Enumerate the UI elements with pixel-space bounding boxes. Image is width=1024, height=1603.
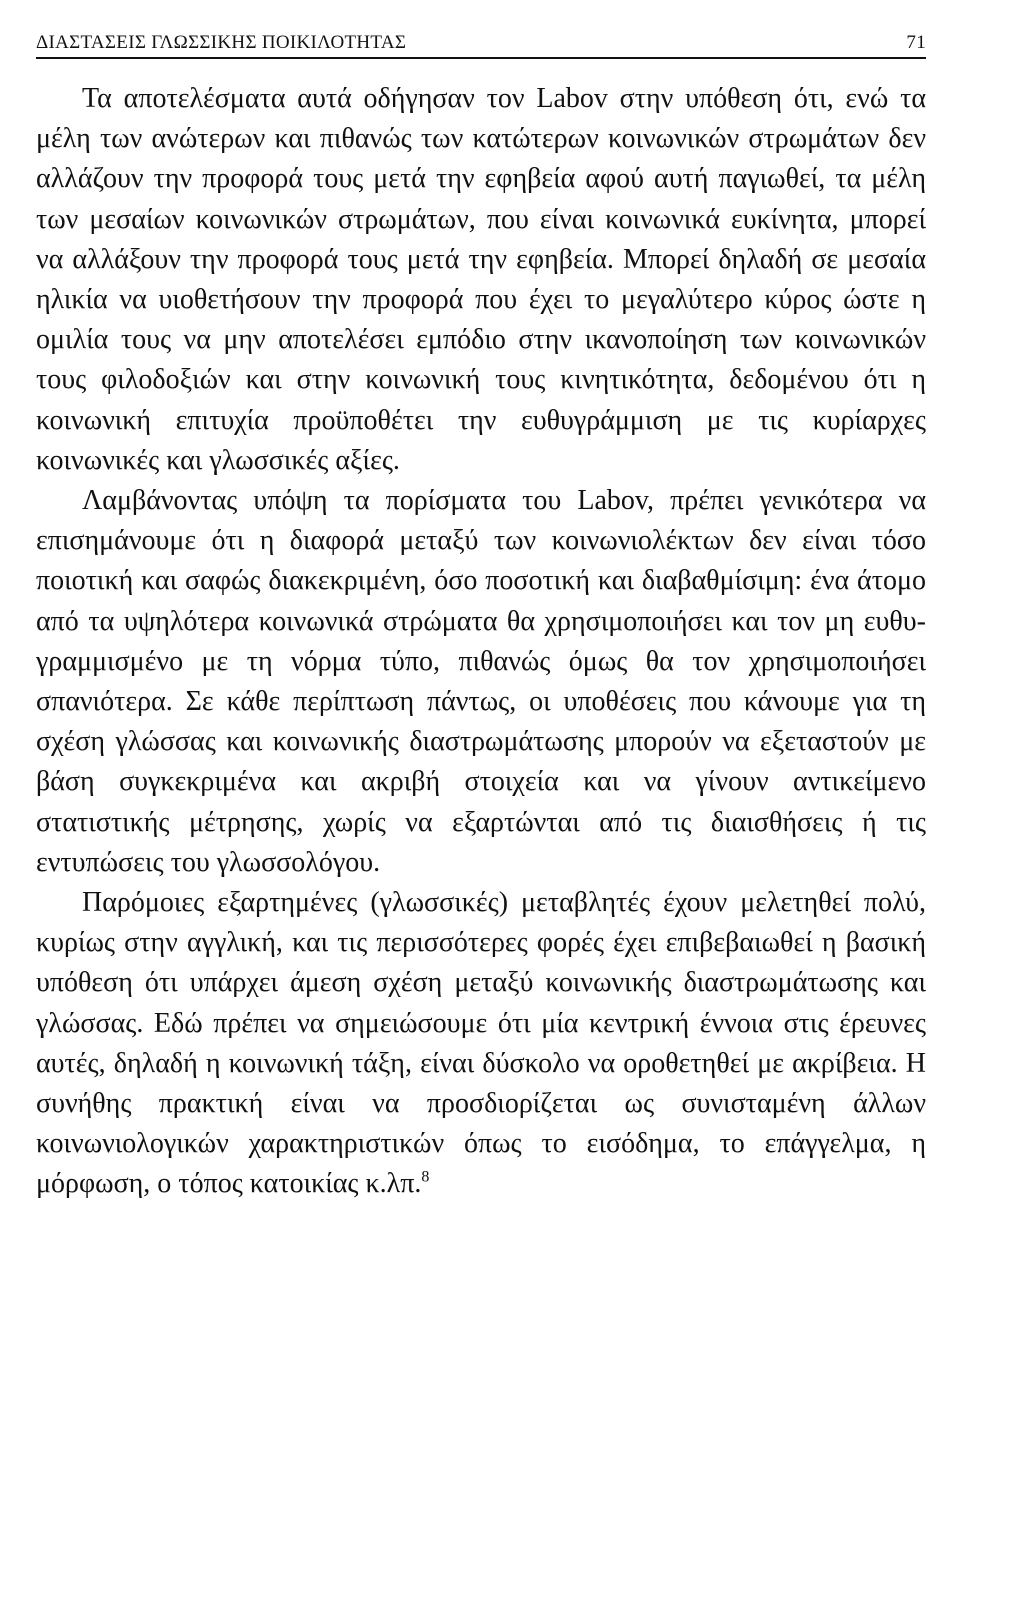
paragraph: [36, 883, 926, 1205]
page-number: 71: [906, 32, 926, 53]
paragraph: [36, 481, 926, 883]
running-header: [36, 32, 926, 59]
paragraph-text: Λαμβάνοντας υπόψη τα πορίσματα του Labov, πρέπει γενικότερα να επισημάνουμε ότι η διαφορά μεταξύ των κοινωνιολέκτων δεν είναι τόσο ποιοτική και σαφώς διακεκριμένη, όσο ποσοτική και διαβαθμίσιμη: ένα άτομο από τα υψηλότερα κοινωνικά στρώματα θα χρησιμοποιήσει και τον μη ευθυγραμμισμένο με τη νόρμα τύπο, πιθανώς όμως θα τον χρησιμοποιήσει σπανιότερα. Σε κάθε περίπτωση πάντως, οι υποθέσεις που κάνουμε για τη σχέση γλώσσας και κοινωνικής διαστρωμάτωσης μπορούν να εξεταστούν με βάση συγκεκριμένα και ακριβή στοιχεία και να γίνουν αντικείμενο στατιστικής μέτρησης, χωρίς να εξαρτώνται από τις διαισθήσεις ή τις εντυπώσεις του γλωσσολόγου.: [36, 485, 926, 878]
body-text: [36, 79, 926, 1205]
paragraph-text: Παρόμοιες εξαρτημένες (γλωσσικές) μεταβλητές έχουν μελετηθεί πολύ, κυρίως στην αγγλική, και τις περισσότερες φορές έχει επιβεβαιωθεί η βασική υπόθεση ότι υπάρχει άμεση σχέση μεταξύ κοινωνικής διαστρωμάτωσης και γλώσσας. Εδώ πρέπει να σημειώσουμε ότι μία κεντρική έννοια στις έρευνες αυτές, δηλαδή η κοινωνική τάξη, είναι δύσκολο να οροθετηθεί με ακρίβεια. Η συνήθης πρακτική είναι να προσδιορίζεται ως συνισταμένη άλλων κοινωνιολογικών χαρακτηριστικών όπως το εισόδημα, το επάγγελμα, η μόρφωση, ο τόπος κατοικίας κ.λπ.: [36, 887, 926, 1200]
running-title: ΔΙΑΣΤΑΣΕΙΣ ΓΛΩΣΣΙΚΗΣ ΠΟΙΚΙΛΟΤΗΤΑΣ: [36, 32, 407, 53]
book-page: [36, 32, 926, 1572]
footnote-reference[interactable]: 8: [421, 1169, 430, 1187]
paragraph: Τα αποτελέσματα αυτά οδήγησαν τον Labov στην υπόθεση ότι, ενώ τα μέλη των ανώτερων και πιθανώς των κατώτερων κοινωνικών στρωμάτων δεν αλλάζουν την προφορά τους μετά την εφηβεία αφού αυτή παγιωθεί, τα μέλη των μεσαίων κοινωνικών στρωμάτων, που είναι κοινωνικά ευκίνητα, μπορεί να αλλάξουν την προφορά τους μετά την εφηβεία. Μπορεί δηλαδή σε μεσαία ηλικία να υιοθετήσουν την προφορά που έχει το μεγαλύτερο κύρος ώστε η ομιλία τους να μην αποτελέσει εμπόδιο στην ικανοποίηση των κοινωνικών τους φιλοδοξιών και στην κοινωνική τους κινητικότητα, δεδομένου ότι η κοινωνική επιτυχία προϋποθέτει την ευθυγράμμιση με τις κυρίαρχες κοινωνικές και γλωσσικές αξίες.: [36, 83, 926, 476]
